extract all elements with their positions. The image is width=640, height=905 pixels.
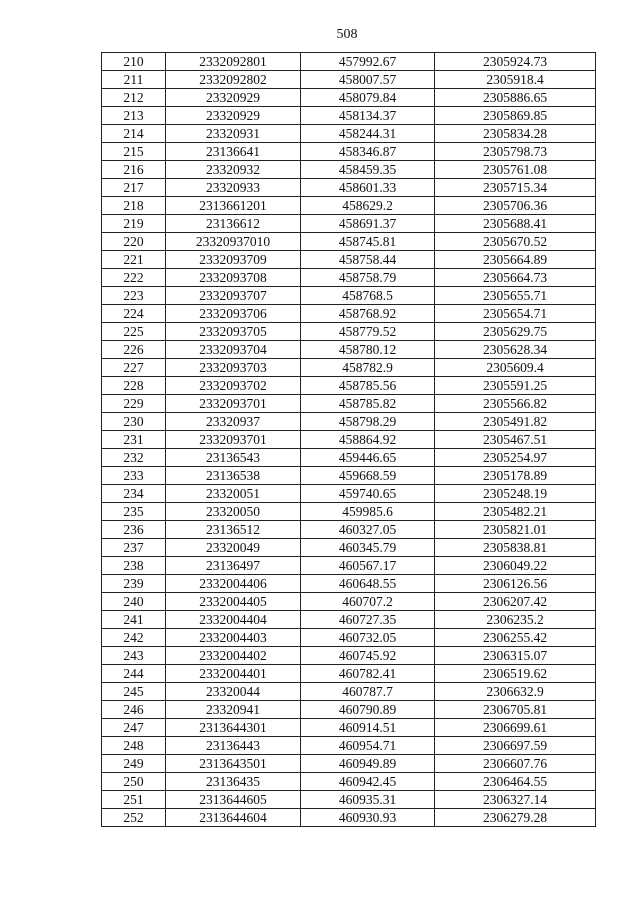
x-coordinate-cell: 457992.67 <box>301 53 435 71</box>
row-number-cell: 247 <box>102 719 166 737</box>
x-coordinate-cell: 460345.79 <box>301 539 435 557</box>
coordinates-table-body <box>102 53 596 827</box>
y-coordinate-cell: 2306632.9 <box>435 683 596 701</box>
point-code-cell: 2313643501 <box>166 755 301 773</box>
point-code-cell: 2332004406 <box>166 575 301 593</box>
point-code-cell: 2332093708 <box>166 269 301 287</box>
x-coordinate-cell: 458244.31 <box>301 125 435 143</box>
table-row <box>102 737 596 755</box>
point-code-cell: 2332093706 <box>166 305 301 323</box>
point-code-cell: 23320050 <box>166 503 301 521</box>
x-coordinate-cell: 458864.92 <box>301 431 435 449</box>
y-coordinate-cell: 2305706.36 <box>435 197 596 215</box>
y-coordinate-cell: 2305491.82 <box>435 413 596 431</box>
y-coordinate-cell: 2305655.71 <box>435 287 596 305</box>
x-coordinate-cell: 458079.84 <box>301 89 435 107</box>
table-row <box>102 611 596 629</box>
point-code-cell: 2332093701 <box>166 395 301 413</box>
y-coordinate-cell: 2305254.97 <box>435 449 596 467</box>
point-code-cell: 23320937010 <box>166 233 301 251</box>
y-coordinate-cell: 2305628.34 <box>435 341 596 359</box>
point-code-cell: 23320929 <box>166 89 301 107</box>
table-row <box>102 665 596 683</box>
row-number-cell: 244 <box>102 665 166 683</box>
point-code-cell: 23320051 <box>166 485 301 503</box>
x-coordinate-cell: 458346.87 <box>301 143 435 161</box>
y-coordinate-cell: 2306464.55 <box>435 773 596 791</box>
row-number-cell: 220 <box>102 233 166 251</box>
table-row <box>102 251 596 269</box>
table-row <box>102 305 596 323</box>
y-coordinate-cell: 2305761.08 <box>435 161 596 179</box>
table-row <box>102 287 596 305</box>
x-coordinate-cell: 460732.05 <box>301 629 435 647</box>
row-number-cell: 237 <box>102 539 166 557</box>
point-code-cell: 2332004403 <box>166 629 301 647</box>
row-number-cell: 251 <box>102 791 166 809</box>
table-row <box>102 107 596 125</box>
table-row <box>102 539 596 557</box>
x-coordinate-cell: 458758.79 <box>301 269 435 287</box>
table-row <box>102 575 596 593</box>
y-coordinate-cell: 2305688.41 <box>435 215 596 233</box>
table-row <box>102 377 596 395</box>
point-code-cell: 2332093705 <box>166 323 301 341</box>
x-coordinate-cell: 460727.35 <box>301 611 435 629</box>
table-row <box>102 215 596 233</box>
point-code-cell: 23136497 <box>166 557 301 575</box>
table-row <box>102 71 596 89</box>
x-coordinate-cell: 458798.29 <box>301 413 435 431</box>
row-number-cell: 230 <box>102 413 166 431</box>
y-coordinate-cell: 2305629.75 <box>435 323 596 341</box>
table-row <box>102 719 596 737</box>
row-number-cell: 238 <box>102 557 166 575</box>
point-code-cell: 2313661201 <box>166 197 301 215</box>
point-code-cell: 2332093703 <box>166 359 301 377</box>
table-row <box>102 269 596 287</box>
table-row <box>102 467 596 485</box>
point-code-cell: 23320044 <box>166 683 301 701</box>
y-coordinate-cell: 2305178.89 <box>435 467 596 485</box>
x-coordinate-cell: 458780.12 <box>301 341 435 359</box>
point-code-cell: 2332004402 <box>166 647 301 665</box>
table-row <box>102 161 596 179</box>
point-code-cell: 23136538 <box>166 467 301 485</box>
table-row <box>102 629 596 647</box>
y-coordinate-cell: 2305715.34 <box>435 179 596 197</box>
table-row <box>102 89 596 107</box>
table-row <box>102 413 596 431</box>
x-coordinate-cell: 460787.7 <box>301 683 435 701</box>
row-number-cell: 216 <box>102 161 166 179</box>
row-number-cell: 249 <box>102 755 166 773</box>
y-coordinate-cell: 2306699.61 <box>435 719 596 737</box>
y-coordinate-cell: 2305664.89 <box>435 251 596 269</box>
y-coordinate-cell: 2306607.76 <box>435 755 596 773</box>
point-code-cell: 2332092802 <box>166 71 301 89</box>
table-row <box>102 683 596 701</box>
row-number-cell: 222 <box>102 269 166 287</box>
coordinates-table <box>101 52 596 827</box>
x-coordinate-cell: 460930.93 <box>301 809 435 827</box>
x-coordinate-cell: 458758.44 <box>301 251 435 269</box>
y-coordinate-cell: 2306235.2 <box>435 611 596 629</box>
point-code-cell: 2332093702 <box>166 377 301 395</box>
point-code-cell: 2332093704 <box>166 341 301 359</box>
y-coordinate-cell: 2305248.19 <box>435 485 596 503</box>
x-coordinate-cell: 459668.59 <box>301 467 435 485</box>
row-number-cell: 239 <box>102 575 166 593</box>
table-row <box>102 557 596 575</box>
table-row <box>102 503 596 521</box>
point-code-cell: 23136543 <box>166 449 301 467</box>
point-code-cell: 2332092801 <box>166 53 301 71</box>
row-number-cell: 232 <box>102 449 166 467</box>
row-number-cell: 243 <box>102 647 166 665</box>
x-coordinate-cell: 458601.33 <box>301 179 435 197</box>
row-number-cell: 242 <box>102 629 166 647</box>
point-code-cell: 2332093709 <box>166 251 301 269</box>
row-number-cell: 213 <box>102 107 166 125</box>
row-number-cell: 211 <box>102 71 166 89</box>
x-coordinate-cell: 458785.82 <box>301 395 435 413</box>
row-number-cell: 228 <box>102 377 166 395</box>
table-row <box>102 359 596 377</box>
row-number-cell: 250 <box>102 773 166 791</box>
row-number-cell: 246 <box>102 701 166 719</box>
x-coordinate-cell: 460745.92 <box>301 647 435 665</box>
row-number-cell: 225 <box>102 323 166 341</box>
point-code-cell: 2313644604 <box>166 809 301 827</box>
table-row <box>102 197 596 215</box>
y-coordinate-cell: 2305838.81 <box>435 539 596 557</box>
x-coordinate-cell: 458768.92 <box>301 305 435 323</box>
row-number-cell: 234 <box>102 485 166 503</box>
x-coordinate-cell: 458691.37 <box>301 215 435 233</box>
x-coordinate-cell: 460954.71 <box>301 737 435 755</box>
y-coordinate-cell: 2305924.73 <box>435 53 596 71</box>
table-row <box>102 323 596 341</box>
y-coordinate-cell: 2305664.73 <box>435 269 596 287</box>
x-coordinate-cell: 458782.9 <box>301 359 435 377</box>
row-number-cell: 210 <box>102 53 166 71</box>
table-row <box>102 125 596 143</box>
row-number-cell: 223 <box>102 287 166 305</box>
x-coordinate-cell: 458779.52 <box>301 323 435 341</box>
x-coordinate-cell: 458134.37 <box>301 107 435 125</box>
point-code-cell: 2332004404 <box>166 611 301 629</box>
y-coordinate-cell: 2305609.4 <box>435 359 596 377</box>
y-coordinate-cell: 2305566.82 <box>435 395 596 413</box>
point-code-cell: 2332004401 <box>166 665 301 683</box>
y-coordinate-cell: 2305798.73 <box>435 143 596 161</box>
row-number-cell: 215 <box>102 143 166 161</box>
table-row <box>102 773 596 791</box>
row-number-cell: 240 <box>102 593 166 611</box>
table-row <box>102 593 596 611</box>
table-row <box>102 809 596 827</box>
row-number-cell: 217 <box>102 179 166 197</box>
table-row <box>102 179 596 197</box>
x-coordinate-cell: 460949.89 <box>301 755 435 773</box>
point-code-cell: 2332093707 <box>166 287 301 305</box>
point-code-cell: 2332093701 <box>166 431 301 449</box>
row-number-cell: 227 <box>102 359 166 377</box>
point-code-cell: 23136612 <box>166 215 301 233</box>
page-number: 508 <box>336 27 358 42</box>
point-code-cell: 23136641 <box>166 143 301 161</box>
table-row <box>102 341 596 359</box>
row-number-cell: 218 <box>102 197 166 215</box>
x-coordinate-cell: 458785.56 <box>301 377 435 395</box>
x-coordinate-cell: 460327.05 <box>301 521 435 539</box>
y-coordinate-cell: 2305467.51 <box>435 431 596 449</box>
row-number-cell: 224 <box>102 305 166 323</box>
y-coordinate-cell: 2306255.42 <box>435 629 596 647</box>
point-code-cell: 23320937 <box>166 413 301 431</box>
table-row <box>102 521 596 539</box>
row-number-cell: 214 <box>102 125 166 143</box>
point-code-cell: 2313644301 <box>166 719 301 737</box>
x-coordinate-cell: 460935.31 <box>301 791 435 809</box>
x-coordinate-cell: 459985.6 <box>301 503 435 521</box>
row-number-cell: 231 <box>102 431 166 449</box>
x-coordinate-cell: 460942.45 <box>301 773 435 791</box>
y-coordinate-cell: 2306049.22 <box>435 557 596 575</box>
row-number-cell: 212 <box>102 89 166 107</box>
point-code-cell: 23136512 <box>166 521 301 539</box>
y-coordinate-cell: 2305654.71 <box>435 305 596 323</box>
table-row <box>102 485 596 503</box>
y-coordinate-cell: 2305482.21 <box>435 503 596 521</box>
y-coordinate-cell: 2306126.56 <box>435 575 596 593</box>
row-number-cell: 226 <box>102 341 166 359</box>
point-code-cell: 2332004405 <box>166 593 301 611</box>
y-coordinate-cell: 2306327.14 <box>435 791 596 809</box>
table-row <box>102 143 596 161</box>
y-coordinate-cell: 2305886.65 <box>435 89 596 107</box>
x-coordinate-cell: 459740.65 <box>301 485 435 503</box>
point-code-cell: 23136443 <box>166 737 301 755</box>
table-row <box>102 647 596 665</box>
table-row <box>102 431 596 449</box>
y-coordinate-cell: 2306315.07 <box>435 647 596 665</box>
x-coordinate-cell: 458745.81 <box>301 233 435 251</box>
y-coordinate-cell: 2306697.59 <box>435 737 596 755</box>
x-coordinate-cell: 458459.35 <box>301 161 435 179</box>
point-code-cell: 23320933 <box>166 179 301 197</box>
row-number-cell: 235 <box>102 503 166 521</box>
table-row <box>102 395 596 413</box>
point-code-cell: 23136435 <box>166 773 301 791</box>
y-coordinate-cell: 2306705.81 <box>435 701 596 719</box>
row-number-cell: 233 <box>102 467 166 485</box>
y-coordinate-cell: 2306519.62 <box>435 665 596 683</box>
y-coordinate-cell: 2305834.28 <box>435 125 596 143</box>
row-number-cell: 229 <box>102 395 166 413</box>
x-coordinate-cell: 460914.51 <box>301 719 435 737</box>
point-code-cell: 23320049 <box>166 539 301 557</box>
table-row <box>102 449 596 467</box>
x-coordinate-cell: 458629.2 <box>301 197 435 215</box>
x-coordinate-cell: 460782.41 <box>301 665 435 683</box>
x-coordinate-cell: 460790.89 <box>301 701 435 719</box>
x-coordinate-cell: 460707.2 <box>301 593 435 611</box>
row-number-cell: 252 <box>102 809 166 827</box>
row-number-cell: 245 <box>102 683 166 701</box>
row-number-cell: 248 <box>102 737 166 755</box>
y-coordinate-cell: 2305670.52 <box>435 233 596 251</box>
point-code-cell: 23320931 <box>166 125 301 143</box>
row-number-cell: 236 <box>102 521 166 539</box>
x-coordinate-cell: 459446.65 <box>301 449 435 467</box>
y-coordinate-cell: 2306279.28 <box>435 809 596 827</box>
y-coordinate-cell: 2305918.4 <box>435 71 596 89</box>
x-coordinate-cell: 458768.5 <box>301 287 435 305</box>
point-code-cell: 23320941 <box>166 701 301 719</box>
table-row <box>102 791 596 809</box>
table-row <box>102 53 596 71</box>
point-code-cell: 23320929 <box>166 107 301 125</box>
table-row <box>102 233 596 251</box>
row-number-cell: 221 <box>102 251 166 269</box>
y-coordinate-cell: 2305821.01 <box>435 521 596 539</box>
x-coordinate-cell: 458007.57 <box>301 71 435 89</box>
point-code-cell: 23320932 <box>166 161 301 179</box>
table-row <box>102 755 596 773</box>
row-number-cell: 219 <box>102 215 166 233</box>
y-coordinate-cell: 2305591.25 <box>435 377 596 395</box>
x-coordinate-cell: 460567.17 <box>301 557 435 575</box>
row-number-cell: 241 <box>102 611 166 629</box>
x-coordinate-cell: 460648.55 <box>301 575 435 593</box>
point-code-cell: 2313644605 <box>166 791 301 809</box>
table-row <box>102 701 596 719</box>
y-coordinate-cell: 2306207.42 <box>435 593 596 611</box>
y-coordinate-cell: 2305869.85 <box>435 107 596 125</box>
